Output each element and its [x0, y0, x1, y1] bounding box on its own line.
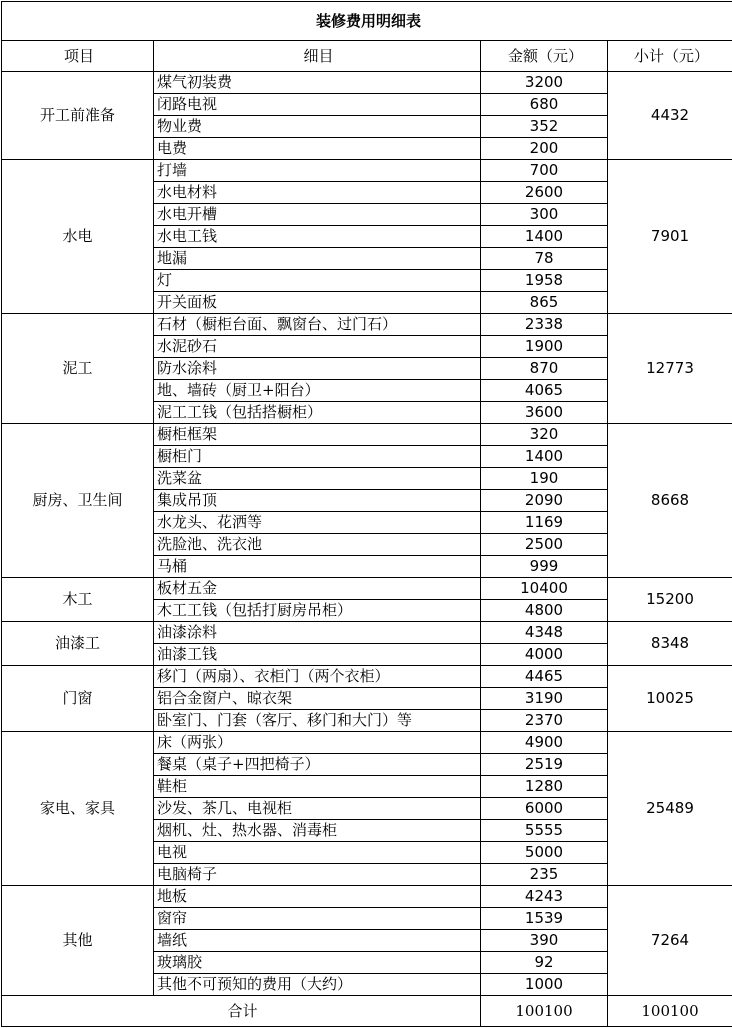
table-row	[2, 886, 732, 908]
item-label: 橱柜框架	[154, 424, 481, 446]
header-category: 项目	[2, 41, 154, 72]
item-amount: 5555	[481, 820, 608, 842]
table-row	[2, 160, 732, 182]
item-amount: 190	[481, 468, 608, 490]
item-amount: 92	[481, 952, 608, 974]
item-amount: 2600	[481, 182, 608, 204]
item-amount: 1280	[481, 776, 608, 798]
total-amount: 100100	[481, 996, 608, 1027]
total-row	[2, 996, 732, 1027]
item-amount: 5000	[481, 842, 608, 864]
item-amount: 4000	[481, 644, 608, 666]
item-amount: 2500	[481, 534, 608, 556]
item-amount: 2519	[481, 754, 608, 776]
title-row	[2, 2, 732, 41]
item-label: 地、墙砖（厨卫+阳台）	[154, 380, 481, 402]
item-amount: 680	[481, 94, 608, 116]
table-body	[2, 72, 732, 996]
item-label: 板材五金	[154, 578, 481, 600]
item-amount: 10400	[481, 578, 608, 600]
item-amount: 2338	[481, 314, 608, 336]
item-label: 水龙头、花洒等	[154, 512, 481, 534]
item-label: 水电材料	[154, 182, 481, 204]
item-label: 集成吊顶	[154, 490, 481, 512]
item-label: 油漆工钱	[154, 644, 481, 666]
subtotal-cell: 8348	[608, 622, 732, 666]
subtotal-cell: 7264	[608, 886, 732, 996]
category-cell: 家电、家具	[2, 732, 154, 886]
item-amount: 4065	[481, 380, 608, 402]
table-row	[2, 666, 732, 688]
item-label: 油漆涂料	[154, 622, 481, 644]
item-amount: 1169	[481, 512, 608, 534]
item-label: 煤气初装费	[154, 72, 481, 94]
item-label: 玻璃胶	[154, 952, 481, 974]
item-label: 洗菜盆	[154, 468, 481, 490]
item-label: 地板	[154, 886, 481, 908]
sheet-title: 装修费用明细表	[2, 2, 732, 41]
item-label: 石材（橱柜台面、飘窗台、过门石）	[154, 314, 481, 336]
item-label: 水电工钱	[154, 226, 481, 248]
item-amount: 870	[481, 358, 608, 380]
item-amount: 390	[481, 930, 608, 952]
item-label: 灯	[154, 270, 481, 292]
table-row	[2, 732, 732, 754]
item-label: 其他不可预知的费用（大约）	[154, 974, 481, 996]
category-cell: 开工前准备	[2, 72, 154, 160]
item-label: 电费	[154, 138, 481, 160]
item-amount: 1539	[481, 908, 608, 930]
item-amount: 700	[481, 160, 608, 182]
item-amount: 1400	[481, 446, 608, 468]
item-label: 打墙	[154, 160, 481, 182]
table-row	[2, 72, 732, 94]
item-label: 水电开槽	[154, 204, 481, 226]
category-cell: 厨房、卫生间	[2, 424, 154, 578]
item-label: 烟机、灶、热水器、消毒柜	[154, 820, 481, 842]
item-amount: 1958	[481, 270, 608, 292]
item-amount: 300	[481, 204, 608, 226]
table-row	[2, 314, 732, 336]
item-amount: 320	[481, 424, 608, 446]
item-amount: 78	[481, 248, 608, 270]
item-amount: 4800	[481, 600, 608, 622]
category-cell: 其他	[2, 886, 154, 996]
item-label: 床（两张）	[154, 732, 481, 754]
item-label: 木工工钱（包括打厨房吊柜）	[154, 600, 481, 622]
subtotal-cell: 4432	[608, 72, 732, 160]
item-label: 橱柜门	[154, 446, 481, 468]
item-label: 电脑椅子	[154, 864, 481, 886]
header-row	[2, 41, 732, 72]
item-label: 墙纸	[154, 930, 481, 952]
table-row	[2, 578, 732, 600]
item-label: 物业费	[154, 116, 481, 138]
item-label: 泥工工钱（包括搭橱柜）	[154, 402, 481, 424]
item-amount: 3190	[481, 688, 608, 710]
item-amount: 4900	[481, 732, 608, 754]
item-amount: 1900	[481, 336, 608, 358]
subtotal-cell: 10025	[608, 666, 732, 732]
item-amount: 999	[481, 556, 608, 578]
header-amount: 金额（元）	[481, 41, 608, 72]
category-cell: 木工	[2, 578, 154, 622]
item-amount: 1400	[481, 226, 608, 248]
subtotal-cell: 12773	[608, 314, 732, 424]
item-amount: 3600	[481, 402, 608, 424]
item-amount: 200	[481, 138, 608, 160]
item-label: 窗帘	[154, 908, 481, 930]
item-label: 电视	[154, 842, 481, 864]
item-label: 沙发、茶几、电视柜	[154, 798, 481, 820]
item-amount: 2370	[481, 710, 608, 732]
item-label: 防水涂料	[154, 358, 481, 380]
item-amount: 4348	[481, 622, 608, 644]
subtotal-cell: 25489	[608, 732, 732, 886]
expense-table	[1, 1, 732, 1027]
subtotal-cell: 7901	[608, 160, 732, 314]
header-subtotal: 小计（元）	[608, 41, 732, 72]
item-label: 卧室门、门套（客厅、移门和大门）等	[154, 710, 481, 732]
item-amount: 4465	[481, 666, 608, 688]
table-row	[2, 622, 732, 644]
item-label: 铝合金窗户、晾衣架	[154, 688, 481, 710]
category-cell: 水电	[2, 160, 154, 314]
item-amount: 1000	[481, 974, 608, 996]
item-label: 鞋柜	[154, 776, 481, 798]
subtotal-cell: 8668	[608, 424, 732, 578]
item-amount: 865	[481, 292, 608, 314]
subtotal-cell: 15200	[608, 578, 732, 622]
item-label: 餐桌（桌子+四把椅子）	[154, 754, 481, 776]
item-label: 洗脸池、洗衣池	[154, 534, 481, 556]
category-cell: 油漆工	[2, 622, 154, 666]
table-row	[2, 424, 732, 446]
item-amount: 2090	[481, 490, 608, 512]
total-label: 合计	[2, 996, 481, 1027]
item-amount: 235	[481, 864, 608, 886]
item-label: 闭路电视	[154, 94, 481, 116]
item-label: 移门（两扇）、衣柜门（两个衣柜）	[154, 666, 481, 688]
category-cell: 泥工	[2, 314, 154, 424]
header-item: 细目	[154, 41, 481, 72]
category-cell: 门窗	[2, 666, 154, 732]
item-label: 地漏	[154, 248, 481, 270]
item-amount: 3200	[481, 72, 608, 94]
item-amount: 352	[481, 116, 608, 138]
item-label: 马桶	[154, 556, 481, 578]
total-subtotal: 100100	[608, 996, 732, 1027]
item-label: 开关面板	[154, 292, 481, 314]
item-label: 水泥砂石	[154, 336, 481, 358]
item-amount: 4243	[481, 886, 608, 908]
item-amount: 6000	[481, 798, 608, 820]
